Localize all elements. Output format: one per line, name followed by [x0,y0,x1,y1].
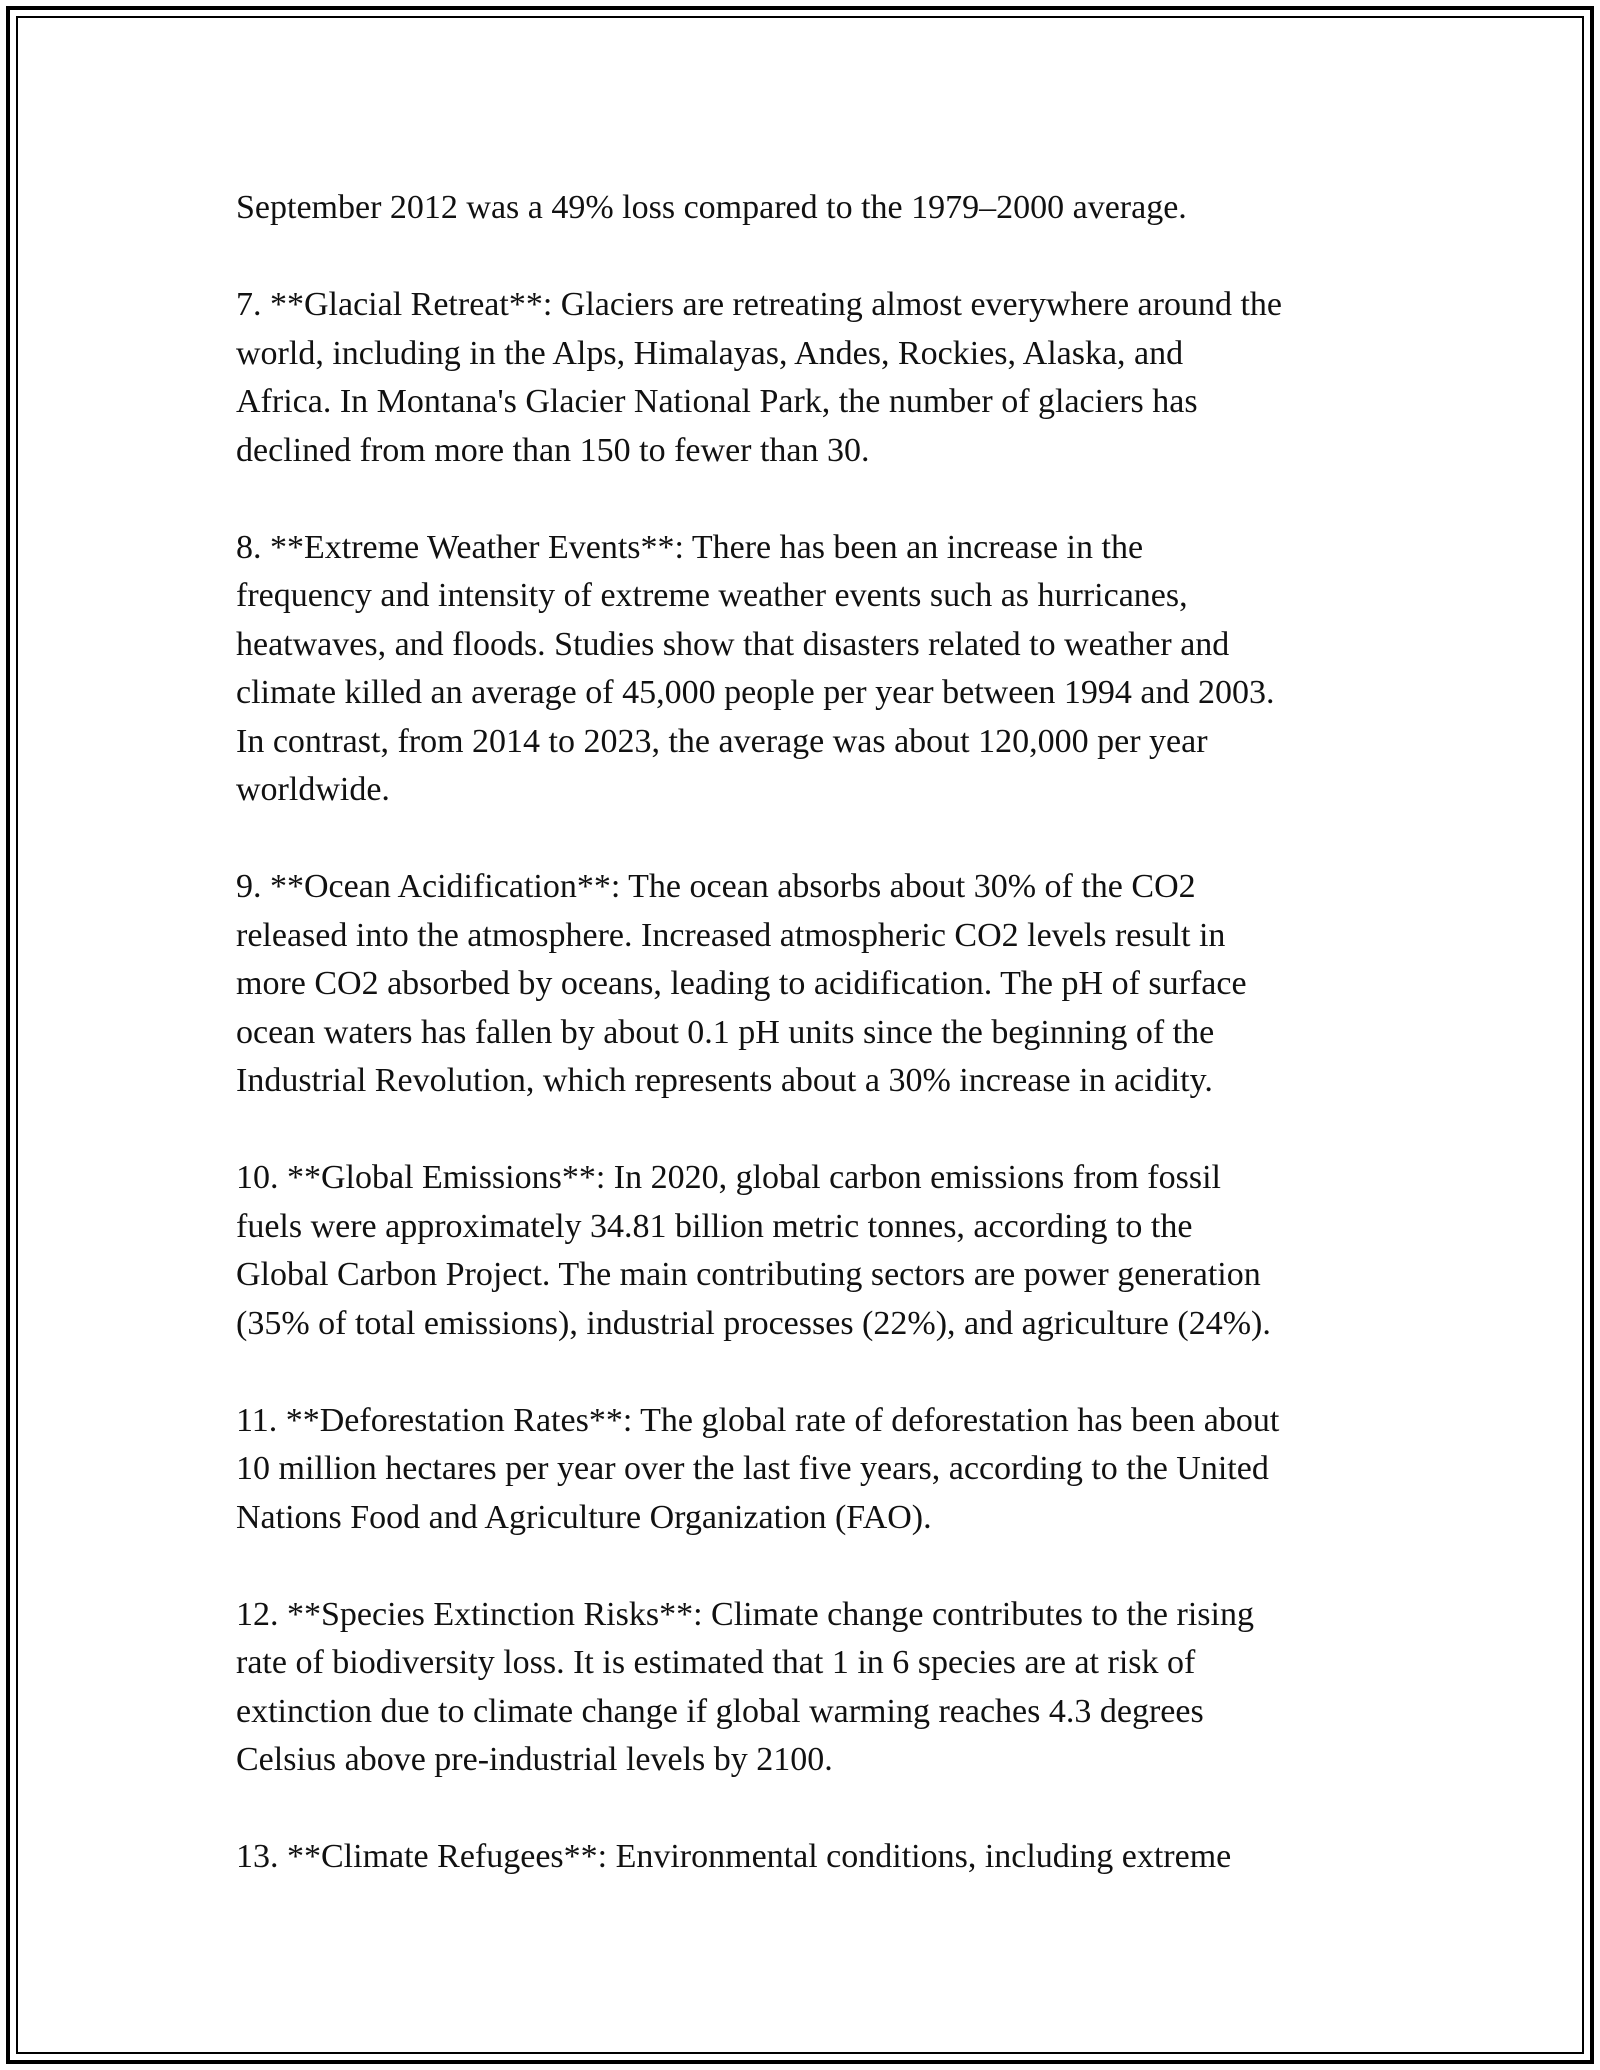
paragraph-sea-ice-continuation: September 2012 was a 49% loss compared to the 1979–2000 average. [236,189,1187,226]
paragraph-species-extinction: 12. **Species Extinction Risks**: Climate change contributes to the rising rate of biodiversity loss. It is estimated that 1 in 6 species are at risk of extinction due to climate change if global warming reaches 4.3 degrees Celsius above pre-industrial levels by 2100. [236,1595,1254,1778]
paragraph-ocean-acidification: 9. **Ocean Acidification**: The ocean absorbs about 30% of the CO2 released into the atmosphere. Increased atmospheric CO2 levels result in more CO2 absorbed by oceans, leading to acidification. The pH of surface ocean waters has fallen by about 0.1 pH units since the beginning of the Industrial Revolution, which represents about a 30% increase in acidity. [236,868,1247,1099]
document-body [236,184,1376,1930]
paragraph-deforestation-rates: 11. **Deforestation Rates**: The global rate of deforestation has been about 10 million hectares per year over the last five years, according to the United Nations Food and Agriculture Organization (FAO). [236,1401,1280,1536]
paragraph-global-emissions: 10. **Global Emissions**: In 2020, global carbon emissions from fossil fuels were approximately 34.81 billion metric tonnes, according to the Global Carbon Project. The main contributing sectors are power generation (35% of total emissions), industrial processes (22%), and agriculture (24%). [236,1159,1271,1342]
paragraph-glacial-retreat: 7. **Glacial Retreat**: Glaciers are retreating almost everywhere around the world, including in the Alps, Himalayas, Andes, Rockies, Alaska, and Africa. In Montana's Glacier National Park, the number of glaciers has declined from more than 150 to fewer than 30. [236,286,1282,469]
paragraph-climate-refugees: 13. **Climate Refugees**: Environmental conditions, including extreme [236,1838,1232,1875]
paragraph-extreme-weather: 8. **Extreme Weather Events**: There has been an increase in the frequency and intensity of extreme weather events such as hurricanes, heatwaves, and floods. Studies show that disasters related to weather and climate killed an average of 45,000 people per year between 1994 and 2003. In contrast, from 2014 to 2023, the average was about 120,000 per year worldwide. [236,528,1275,808]
